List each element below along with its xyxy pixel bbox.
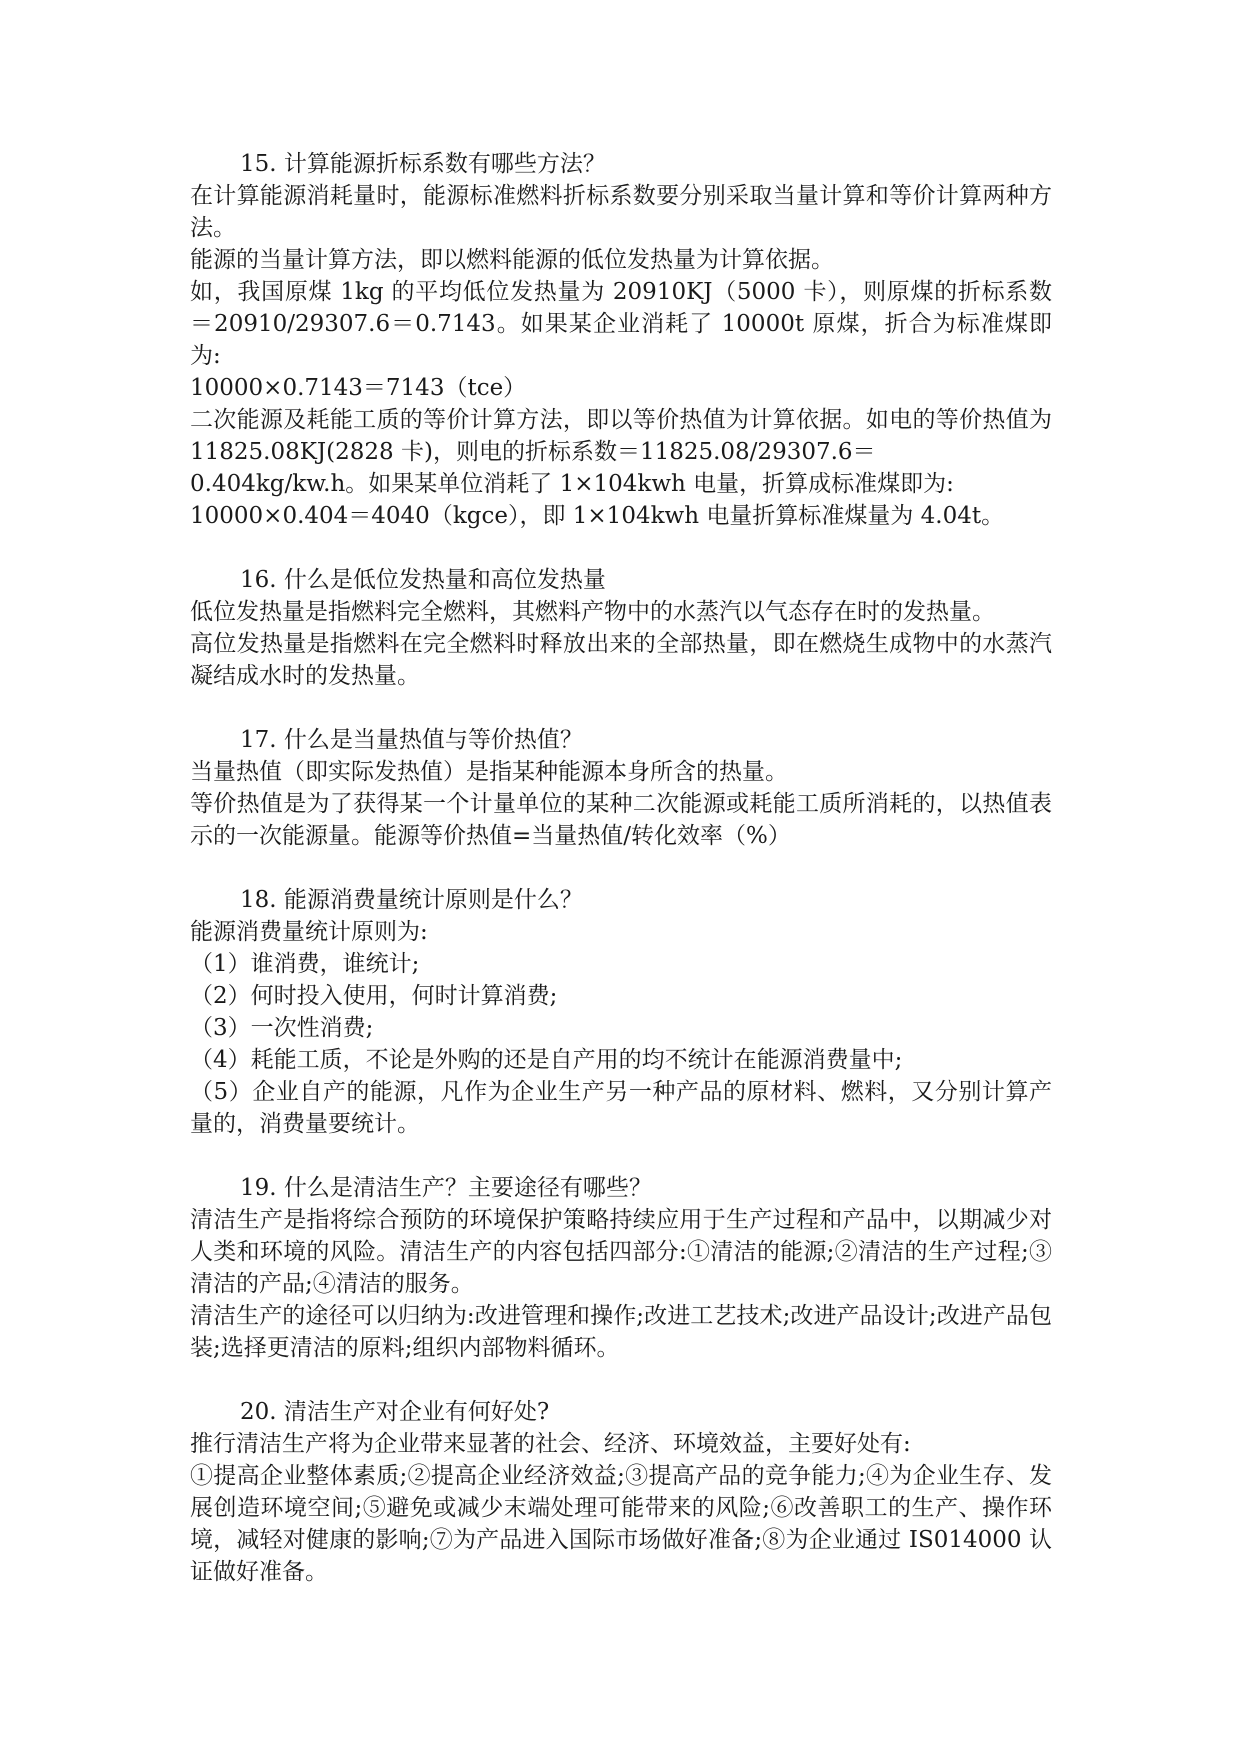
paragraph: 高位发热量是指燃料在完全燃料时释放出来的全部热量，即在燃烧生成物中的水蒸汽凝结成水时的发热量。: [190, 631, 1052, 689]
question-title: 15. 计算能源折标系数有哪些方法？: [240, 151, 606, 177]
paragraph: 低位发热量是指燃料完全燃料，其燃料产物中的水蒸汽以气态存在时的发热量。: [190, 599, 995, 625]
paragraph: 二次能源及耗能工质的等价计算方法，即以等价热值为计算依据。如电的等价热值为 11825.08KJ(2828 卡)，则电的折标系数＝11825.08/29307.6＝: [190, 407, 1052, 465]
paragraph: 当量热值（即实际发热值）是指某种能源本身所含的热量。: [190, 759, 788, 785]
paragraph: 如，我国原煤 1kg 的平均低位发热量为 20910KJ（5000 卡），则原煤的折标系数＝20910/29307.6＝0.7143。如果某企业消耗了 10000t 原煤，折合为标准煤即为:: [190, 279, 1052, 369]
question-title: 19. 什么是清洁生产？主要途径有哪些？: [240, 1175, 652, 1201]
paragraph: 清洁生产是指将综合预防的环境保护策略持续应用于生产过程和产品中，以期减少对人类和环境的风险。清洁生产的内容包括四部分:①清洁的能源;②清洁的生产过程;③清洁的产品;④清洁的服务。: [190, 1207, 1052, 1297]
list-item: （1）谁消费，谁统计;: [190, 951, 420, 977]
question-19: [190, 1172, 1052, 1364]
paragraph: 10000×0.7143＝7143（tce）: [190, 375, 527, 401]
question-title: 16. 什么是低位发热量和高位发热量: [240, 567, 606, 593]
question-15: [190, 148, 1052, 532]
list-item: （5）企业自产的能源，凡作为企业生产另一种产品的原材料、燃料，又分别计算产量的，消费量要统计。: [190, 1079, 1052, 1137]
question-20: [190, 1396, 1052, 1588]
document-page: [190, 148, 1052, 1620]
list-item: （3）一次性消费;: [190, 1015, 374, 1041]
question-title: 20. 清洁生产对企业有何好处?: [240, 1399, 550, 1425]
paragraph: 能源消费量统计原则为:: [190, 919, 428, 945]
paragraph: 等价热值是为了获得某一个计量单位的某种二次能源或耗能工质所消耗的，以热值表示的一次能源量。能源等价热值=当量热值/转化效率（%）: [190, 791, 1052, 849]
question-title: 18. 能源消费量统计原则是什么？: [240, 887, 583, 913]
paragraph: 清洁生产的途径可以归纳为:改进管理和操作;改进工艺技术;改进产品设计;改进产品包装;选择更清洁的原料;组织内部物料循环。: [190, 1303, 1052, 1361]
list-item: （4）耗能工质，不论是外购的还是自产用的均不统计在能源消费量中;: [190, 1047, 903, 1073]
question-title: 17. 什么是当量热值与等价热值？: [240, 727, 583, 753]
paragraph: ①提高企业整体素质;②提高企业经济效益;③提高产品的竞争能力;④为企业生存、发展创造环境空间;⑤避免或减少末端处理可能带来的风险;⑥改善职工的生产、操作环境，减轻对健康的影响;⑦为产品进入国际市场做好准备;⑧为企业通过 IS014000 认证做好准备。: [190, 1463, 1052, 1585]
paragraph: 推行清洁生产将为企业带来显著的社会、经济、环境效益，主要好处有:: [190, 1431, 911, 1457]
paragraph: 在计算能源消耗量时，能源标准燃料折标系数要分别采取当量计算和等价计算两种方法。: [190, 183, 1052, 241]
paragraph: 能源的当量计算方法，即以燃料能源的低位发热量为计算依据。: [190, 247, 834, 273]
question-18: [190, 884, 1052, 1140]
question-16: [190, 564, 1052, 692]
paragraph: 0.404kg/kw.h。如果某单位消耗了 1×104kwh 电量，折算成标准煤即为:: [190, 471, 954, 497]
paragraph: 10000×0.404＝4040（kgce），即 1×104kwh 电量折算标准煤量为 4.04t。: [190, 503, 1005, 529]
question-17: [190, 724, 1052, 852]
list-item: （2）何时投入使用，何时计算消费;: [190, 983, 558, 1009]
